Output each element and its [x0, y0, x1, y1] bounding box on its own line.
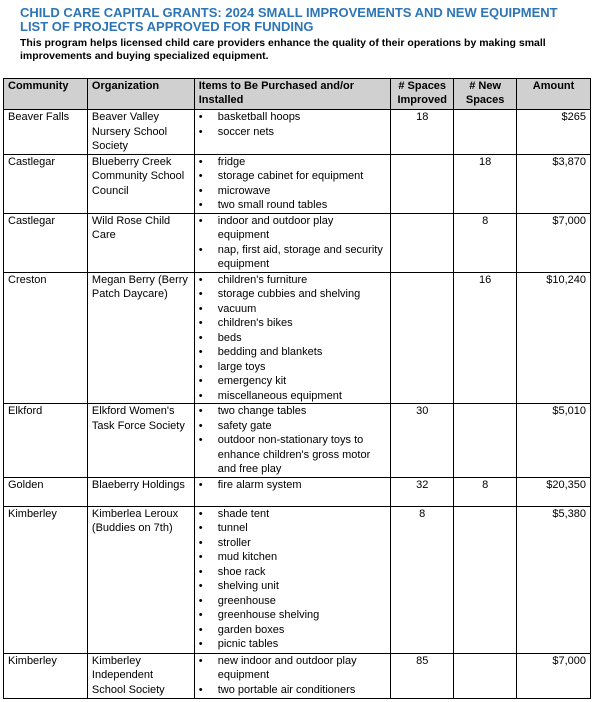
- column-header-spaces-improved: # Spaces Improved: [391, 79, 454, 110]
- list-item: • two change tables: [197, 404, 386, 419]
- items-cell: [194, 404, 390, 478]
- organization-cell: Megan Berry (Berry Patch Daycare): [87, 272, 194, 404]
- list-item: • microwave: [197, 184, 386, 199]
- amount-cell: $5,380: [517, 506, 591, 653]
- table-row: [4, 506, 591, 653]
- column-header-amount: Amount: [517, 79, 591, 110]
- community-cell: Beaver Falls: [4, 110, 88, 155]
- community-cell: Castlegar: [4, 213, 88, 272]
- spaces-improved-cell: 18: [391, 110, 454, 155]
- new-spaces-cell: 8: [454, 477, 517, 506]
- items-list: [197, 507, 386, 652]
- list-item: • shade tent: [197, 507, 386, 522]
- spaces-improved-cell: 30: [391, 404, 454, 478]
- list-item: • basketball hoops: [197, 110, 386, 125]
- spaces-improved-cell: 32: [391, 477, 454, 506]
- items-list: [197, 214, 386, 272]
- table-row: [4, 404, 591, 478]
- amount-cell: $3,870: [517, 154, 591, 213]
- community-cell: Kimberley: [4, 653, 88, 698]
- community-cell: Elkford: [4, 404, 88, 478]
- items-list: [197, 654, 386, 698]
- community-cell: Creston: [4, 272, 88, 404]
- new-spaces-cell: 8: [454, 213, 517, 272]
- list-item: • fridge: [197, 155, 386, 170]
- list-item: • two small round tables: [197, 198, 386, 213]
- items-cell: [194, 506, 390, 653]
- list-item: • picnic tables: [197, 637, 386, 652]
- new-spaces-cell: [454, 110, 517, 155]
- list-item: • emergency kit: [197, 374, 386, 389]
- list-item: • beds: [197, 331, 386, 346]
- list-item: • bedding and blankets: [197, 345, 386, 360]
- amount-cell: $10,240: [517, 272, 591, 404]
- organization-cell: Beaver Valley Nursery School Society: [87, 110, 194, 155]
- document-title-line-1: CHILD CARE CAPITAL GRANTS: 2024 SMALL IMPROVEMENTS AND NEW EQUIPMENT: [20, 5, 558, 20]
- amount-cell: $7,000: [517, 653, 591, 698]
- list-item: • garden boxes: [197, 623, 386, 638]
- document-title-line-2: LIST OF PROJECTS APPROVED FOR FUNDING: [20, 19, 314, 34]
- list-item: • indoor and outdoor play equipment: [197, 214, 386, 243]
- organization-cell: Blueberry Creek Community School Council: [87, 154, 194, 213]
- spaces-improved-cell: 85: [391, 653, 454, 698]
- list-item: • stroller: [197, 536, 386, 551]
- projects-table: [3, 78, 591, 699]
- items-cell: [194, 154, 390, 213]
- items-cell: [194, 477, 390, 506]
- items-list: [197, 404, 386, 477]
- table-row: [4, 110, 591, 155]
- list-item: • fire alarm system: [197, 478, 386, 493]
- items-cell: [194, 272, 390, 404]
- amount-cell: $7,000: [517, 213, 591, 272]
- list-item: • safety gate: [197, 419, 386, 434]
- list-item: • children's furniture: [197, 273, 386, 288]
- community-cell: Golden: [4, 477, 88, 506]
- new-spaces-cell: [454, 404, 517, 478]
- table-row: [4, 213, 591, 272]
- table-row: [4, 477, 591, 506]
- list-item: • large toys: [197, 360, 386, 375]
- table-body: [4, 110, 591, 699]
- amount-cell: $5,010: [517, 404, 591, 478]
- amount-cell: $20,350: [517, 477, 591, 506]
- list-item: • storage cubbies and shelving: [197, 287, 386, 302]
- items-list: [197, 273, 386, 404]
- community-cell: Kimberley: [4, 506, 88, 653]
- list-item: • vacuum: [197, 302, 386, 317]
- organization-cell: Kimberley Independent School Society: [87, 653, 194, 698]
- spaces-improved-cell: [391, 213, 454, 272]
- list-item: • storage cabinet for equipment: [197, 169, 386, 184]
- items-cell: [194, 110, 390, 155]
- table-row: [4, 653, 591, 698]
- document-description: This program helps licensed child care providers enhance the quality of their operations by making small improvements and buying specialized equipment.: [20, 37, 546, 62]
- items-cell: [194, 213, 390, 272]
- spaces-improved-cell: [391, 154, 454, 213]
- table-row: [4, 154, 591, 213]
- list-item: • children's bikes: [197, 316, 386, 331]
- list-item: • outdoor non-stationary toys to enhance children's gross motor and free play: [197, 433, 386, 477]
- spaces-improved-cell: [391, 272, 454, 404]
- list-item: • mud kitchen: [197, 550, 386, 565]
- list-item: • greenhouse: [197, 594, 386, 609]
- list-item: • nap, first aid, storage and security equipment: [197, 243, 386, 272]
- table-row: [4, 272, 591, 404]
- list-item: • shoe rack: [197, 565, 386, 580]
- list-item: • new indoor and outdoor play equipment: [197, 654, 386, 683]
- organization-cell: Wild Rose Child Care: [87, 213, 194, 272]
- items-list: [197, 155, 386, 213]
- list-item: • miscellaneous equipment: [197, 389, 386, 404]
- items-list: [197, 110, 386, 139]
- new-spaces-cell: 16: [454, 272, 517, 404]
- list-item: • two portable air conditioners: [197, 683, 386, 698]
- table-header-row: [4, 79, 591, 110]
- organization-cell: Kimberlea Leroux (Buddies on 7th): [87, 506, 194, 653]
- column-header-community: Community: [4, 79, 88, 110]
- new-spaces-cell: 18: [454, 154, 517, 213]
- column-header-organization: Organization: [87, 79, 194, 110]
- spaces-improved-cell: 8: [391, 506, 454, 653]
- column-header-new-spaces: # New Spaces: [454, 79, 517, 110]
- new-spaces-cell: [454, 506, 517, 653]
- list-item: • greenhouse shelving: [197, 608, 386, 623]
- list-item: • soccer nets: [197, 125, 386, 140]
- list-item: • tunnel: [197, 521, 386, 536]
- column-header-items: Items to Be Purchased and/or Installed: [194, 79, 390, 110]
- items-cell: [194, 653, 390, 698]
- organization-cell: Blaeberry Holdings: [87, 477, 194, 506]
- document-header: [20, 6, 590, 62]
- amount-cell: $265: [517, 110, 591, 155]
- list-item: • shelving unit: [197, 579, 386, 594]
- community-cell: Castlegar: [4, 154, 88, 213]
- new-spaces-cell: [454, 653, 517, 698]
- organization-cell: Elkford Women's Task Force Society: [87, 404, 194, 478]
- items-list: [197, 478, 386, 493]
